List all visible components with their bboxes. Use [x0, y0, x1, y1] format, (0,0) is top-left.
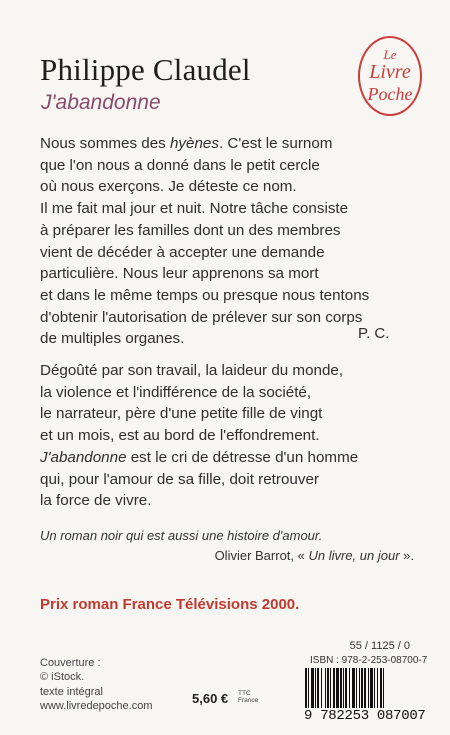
barcode-bar: [368, 668, 369, 708]
cover-credit: © iStock.: [40, 671, 85, 683]
prize-line: Prix roman France Télévisions 2000.: [40, 596, 300, 613]
summary-line: et un mois, est au bord de l'effondrement.: [40, 427, 320, 445]
barcode-bar: [343, 668, 344, 708]
excerpt-line: que l'on nous a donné dans le petit cercle: [40, 156, 320, 174]
logo-line-poche: Poche: [367, 84, 413, 104]
barcode-bar: [317, 668, 319, 708]
barcode-bar: [380, 668, 382, 708]
excerpt-line: de multiples organes.: [40, 330, 185, 348]
excerpt-line: où nous exerçons. Je déteste ce nom.: [40, 178, 297, 196]
barcode-bar: [333, 668, 335, 708]
author-name: Philippe Claudel: [40, 52, 251, 87]
summary-line: la force de vivre.: [40, 492, 152, 510]
excerpt-line: Il me fait mal jour et nuit. Notre tâche consiste: [40, 200, 349, 218]
excerpt-signature: P. C.: [358, 325, 390, 342]
summary-line: J'abandonne est le cri de détresse d'un homme: [40, 448, 359, 466]
barcode-bar: [330, 668, 331, 708]
barcode-bar: [308, 668, 309, 708]
excerpt-line: d'obtenir l'autorisation de prélever sur son corps: [40, 308, 363, 326]
barcode-bar: [361, 668, 363, 708]
barcode-bar: [383, 668, 384, 708]
excerpt-line: à préparer les familles dont un des membres: [40, 221, 341, 239]
excerpt-paragraph: [40, 133, 369, 350]
summary-line: Dégoûté par son travail, la laideur du monde,: [40, 362, 344, 379]
barcode-digits: 9 782253 087007: [304, 708, 426, 724]
excerpt-line: vient de décéder à accepter une demande: [40, 243, 325, 261]
cover-label: Couverture :: [40, 657, 101, 669]
barcode-bar: [340, 668, 342, 708]
publisher-website-link[interactable]: www.livredepoche.com: [40, 700, 153, 712]
barcode-bar: [315, 668, 316, 708]
barcode-bar: [374, 668, 375, 708]
barcode-bar: [352, 668, 355, 708]
review-quote: Un roman noir qui est aussi une histoire d'amour.: [40, 528, 323, 543]
excerpt-line: et dans le même temps ou presque nous tentons: [40, 286, 370, 304]
barcode-bar: [359, 668, 360, 708]
barcode-bar: [321, 668, 322, 708]
barcode-bar: [349, 668, 350, 708]
isbn-number: ISBN : 978-2-253-08700-7: [310, 655, 428, 666]
summary-line: la violence et l'indifférence de la société,: [40, 383, 312, 401]
logo-line-livre: Livre: [369, 61, 411, 83]
barcode-bar: [336, 668, 339, 708]
publisher-logo: [358, 36, 422, 116]
summary-line: qui, pour l'amour de sa fille, doit retrouver: [40, 470, 319, 488]
barcode-bar: [311, 668, 314, 708]
barcode-bar: [345, 668, 347, 708]
barcode-bar: [327, 668, 329, 708]
price-ttc: TTC France: [238, 690, 259, 704]
review-source: Olivier Barrot, « Un livre, un jour ».: [214, 548, 414, 563]
excerpt-line: particulière. Nous leur apprenons sa mort: [40, 265, 319, 283]
integral-text-label: texte intégral: [40, 686, 103, 698]
summary-paragraph: [40, 360, 358, 512]
price: 5,60 €: [192, 691, 229, 706]
barcode-bar: [305, 668, 307, 708]
barcode-bar: [370, 668, 373, 708]
excerpt-line: Nous sommes des hyènes. C'est le surnom: [40, 135, 333, 152]
barcode-bar: [356, 668, 357, 708]
barcode-image: [304, 668, 419, 708]
catalog-reference: 55 / 1125 / 0: [349, 640, 410, 652]
book-title: J'abandonne: [41, 91, 161, 114]
barcode-bar: [364, 668, 366, 708]
barcode-bar: [325, 668, 326, 708]
logo-line-le: Le: [383, 47, 397, 62]
barcode-bar: [377, 668, 378, 708]
summary-line: le narrateur, père d'une petite fille de vingt: [40, 405, 323, 423]
